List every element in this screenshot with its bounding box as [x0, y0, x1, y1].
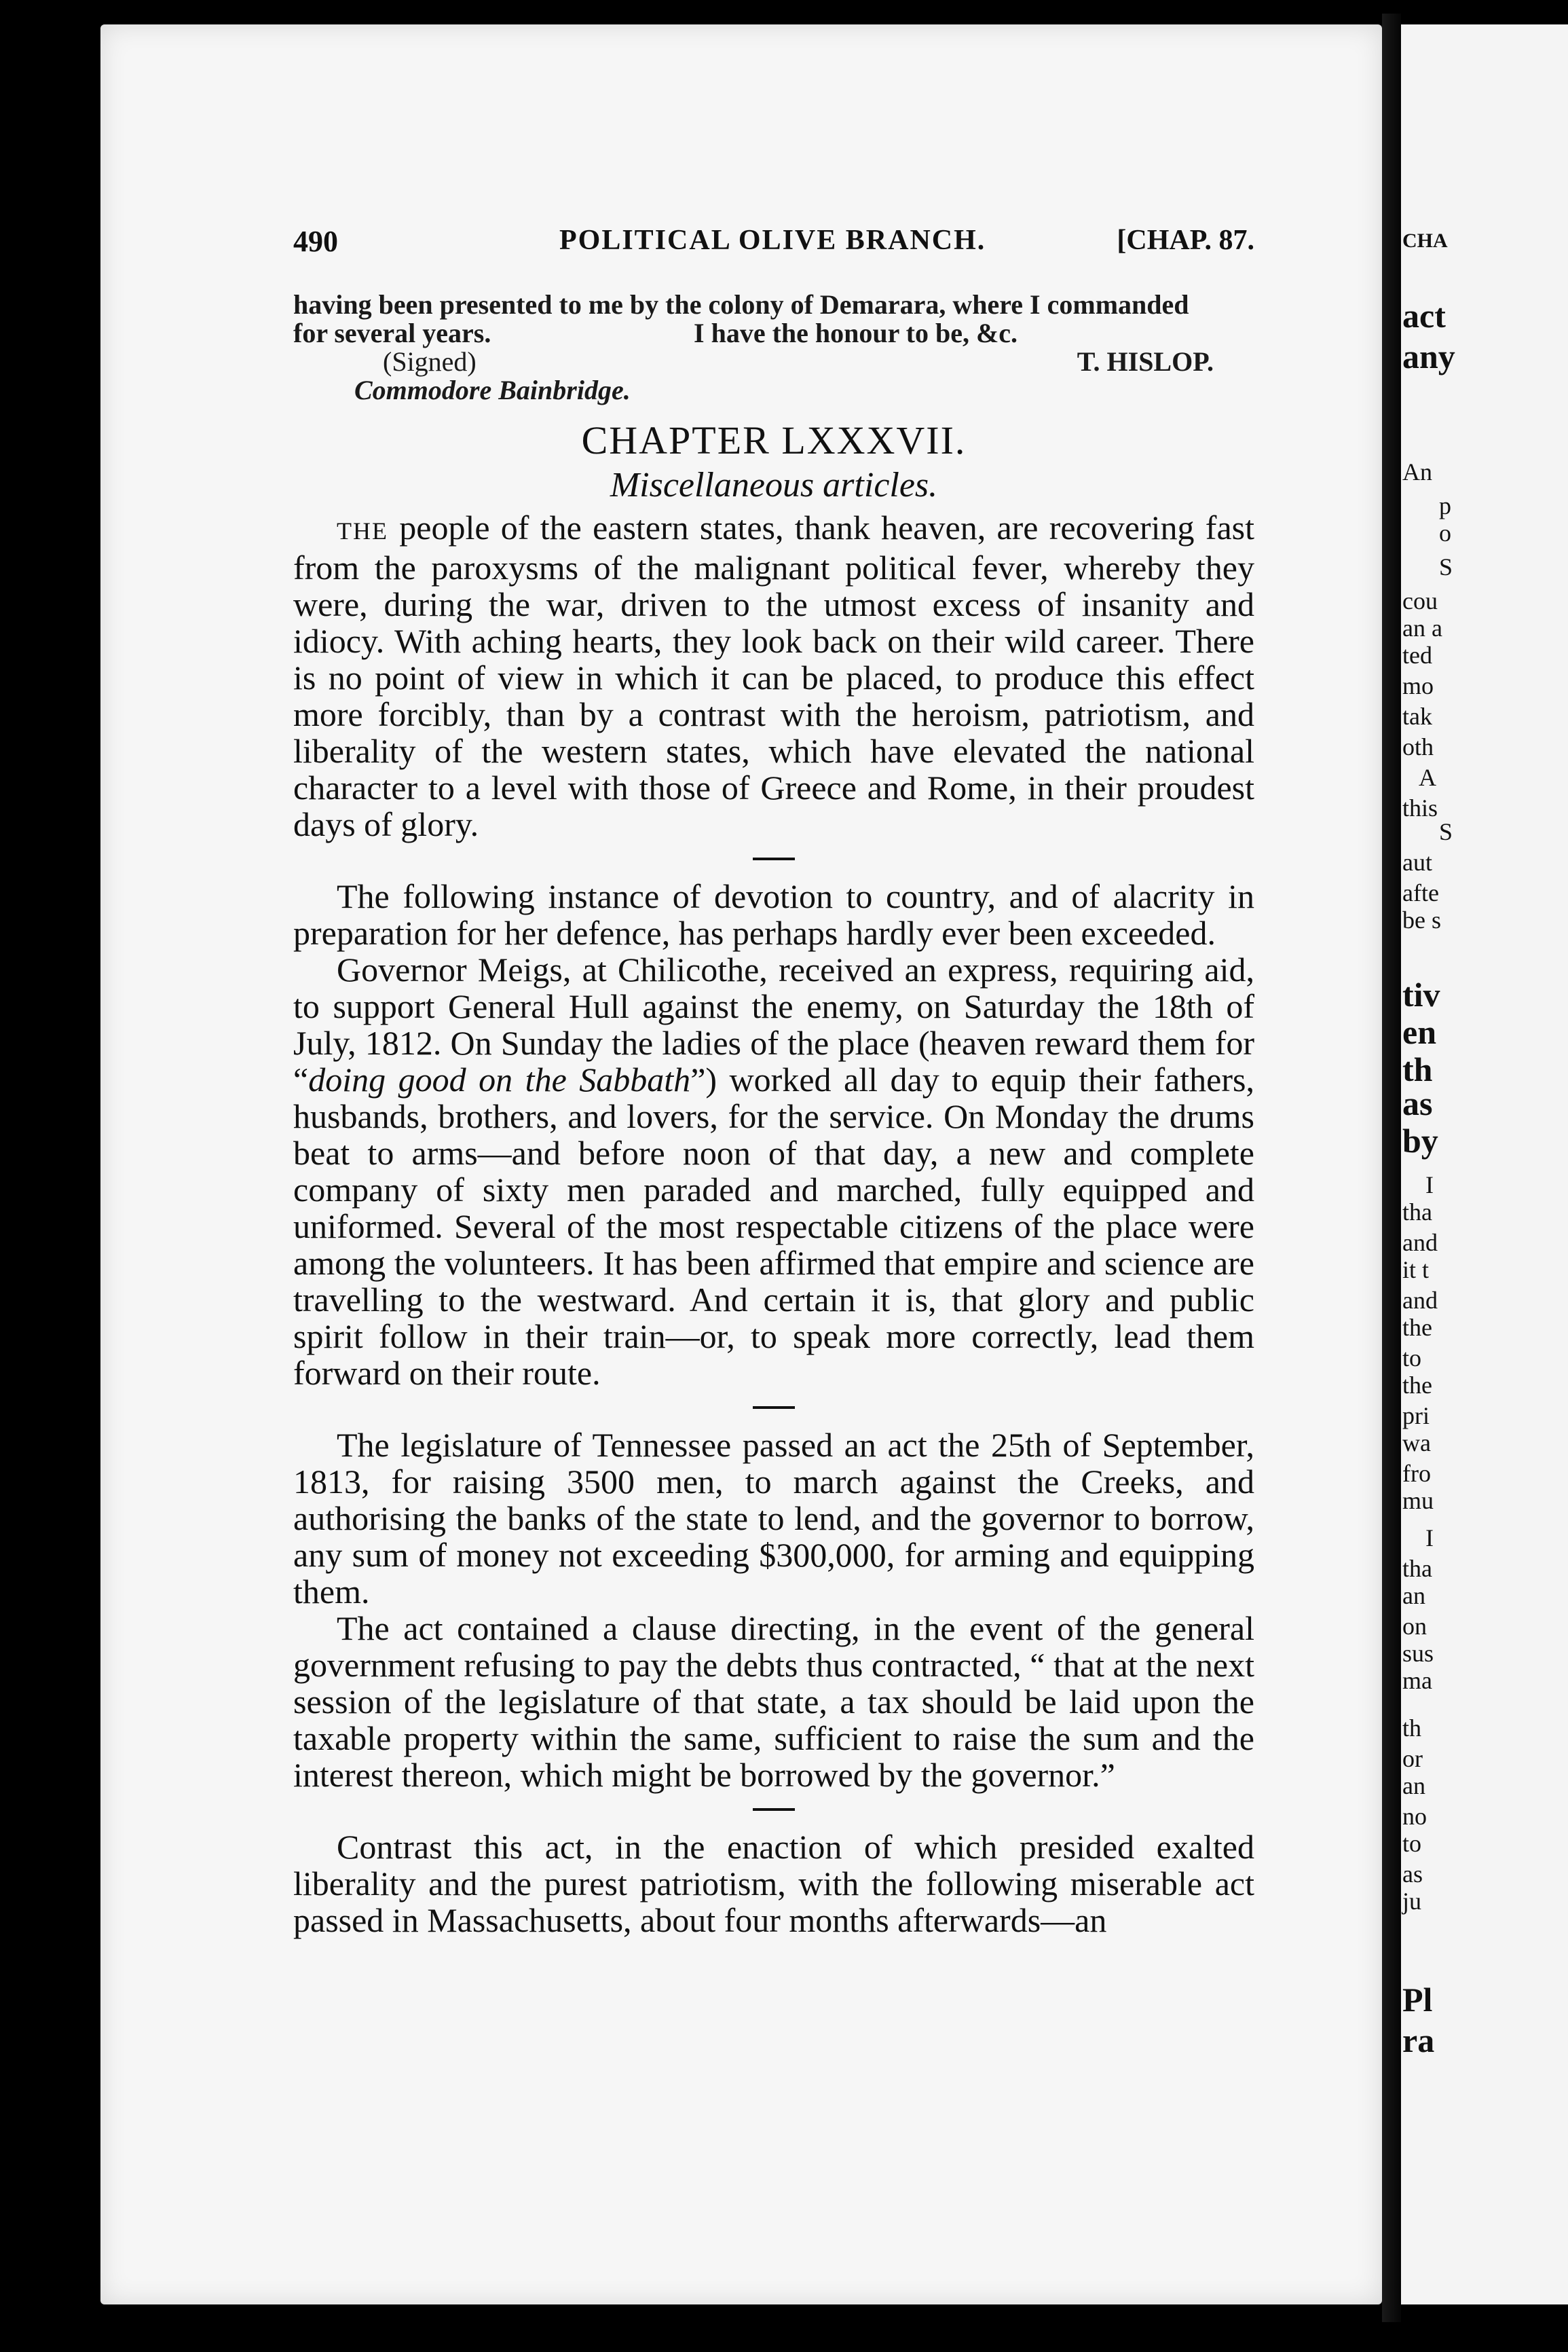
letter-line-2 — [293, 319, 1254, 348]
paragraph-2: The following instance of devotion to country, and of alacrity in preparation for her defence, has perhaps hardly ever been exceeded. — [293, 877, 1254, 952]
facing-page-fragment: cou — [1402, 587, 1438, 614]
facing-page-fragment: aut — [1402, 849, 1432, 876]
signature-row — [293, 348, 1254, 376]
section-divider — [753, 1808, 795, 1811]
facing-page-fragment: S — [1439, 818, 1453, 845]
book-gutter — [1382, 14, 1401, 2322]
facing-page-fragment: afte — [1402, 879, 1439, 906]
letter-line: having been presented to me by the colony of Demarara, where I commanded — [293, 289, 1189, 320]
paragraph-6: Contrast this act, in the enaction of which presided exalted liberality and the purest patriotism, with the following miserable act passed in Massachusetts, about four months afterwards—an — [293, 1828, 1254, 1939]
closing-text: I have the honour to be, &c. — [694, 318, 1018, 348]
addressee: Commodore Bainbridge. — [354, 375, 631, 405]
facing-page-fragment: o — [1439, 519, 1451, 547]
facing-page-fragment: p — [1439, 492, 1451, 519]
facing-page-fragment: any — [1402, 337, 1455, 375]
section-divider — [753, 858, 795, 860]
facing-page-fragment: an — [1402, 1582, 1425, 1609]
facing-page-fragment: an a — [1402, 614, 1442, 642]
facing-page-fragment: fro — [1402, 1460, 1431, 1487]
facing-page-fragment: ma — [1402, 1667, 1432, 1694]
facing-page-fragment: as — [1402, 1084, 1433, 1122]
facing-page-fragment: the — [1402, 1372, 1432, 1399]
running-header — [293, 224, 1254, 265]
facing-page-fragment: an — [1402, 1772, 1425, 1799]
facing-page-fragment: tak — [1402, 703, 1432, 730]
signer-name: T. HISLOP. — [1077, 346, 1214, 377]
facing-page-fragment: as — [1402, 1860, 1423, 1888]
section-divider — [753, 1406, 795, 1409]
paragraph-4: The legislature of Tennessee passed an act the 25th of September, 1813, for raising 3500 men, to march against the Creeks, and authorising the banks of the state to lend, and the governor to borrow, any sum of money not exceeding $300,000, for arming and equipping them. — [293, 1426, 1254, 1611]
page-content — [293, 291, 1254, 1938]
facing-page-fragment: ju — [1402, 1888, 1422, 1915]
facing-page-fragment: ted — [1402, 642, 1432, 669]
facing-page-fragment: to — [1402, 1830, 1422, 1857]
facing-page-fragment: be s — [1402, 906, 1441, 934]
facing-page-fragment: to — [1402, 1344, 1422, 1372]
facing-page — [1401, 24, 1568, 2304]
facing-page-fragment: by — [1402, 1122, 1438, 1160]
facing-page-fragment: tiv — [1402, 976, 1440, 1014]
facing-page-fragment: this — [1402, 794, 1438, 822]
facing-page-fragment: and — [1402, 1229, 1438, 1256]
facing-page-fragment: Pl — [1402, 1981, 1433, 2019]
facing-page-fragment: th — [1402, 1714, 1422, 1742]
facing-page-fragment: ra — [1402, 2021, 1435, 2059]
facing-page-fragment: sus — [1402, 1640, 1434, 1667]
facing-page-fragment: th — [1402, 1050, 1433, 1088]
paragraph-text: Governor Meigs, at Chilicothe, received an express, requiring aid, to support General Hull against the enemy, on Saturday the 18th of July, 1812. On Sunday the ladies of the place (heaven reward them for “ — [293, 951, 1254, 1099]
running-title: POLITICAL OLIVE BRANCH. — [559, 225, 986, 256]
facing-page-fragment: it t — [1402, 1256, 1430, 1283]
facing-page-fragment: A — [1419, 764, 1436, 791]
chapter-body — [293, 509, 1254, 1938]
facing-page-fragment: and — [1402, 1287, 1438, 1314]
facing-page-fragment: en — [1402, 1013, 1436, 1051]
drop-initial: THE — [337, 517, 388, 545]
facing-page-fragment: oth — [1402, 733, 1434, 760]
facing-page-fragment: tha — [1402, 1198, 1432, 1226]
facing-page-fragment: S — [1439, 553, 1453, 581]
chapter-reference: [CHAP. 87. — [1117, 225, 1254, 256]
facing-page-fragment: wa — [1402, 1429, 1431, 1456]
quoted-phrase: doing good on the Sabbath — [308, 1061, 691, 1099]
paragraph-5: The act contained a clause directing, in the event of the general government refusing to pay the debts thus contracted, “ that at the next session of the legislature of that state, a tax should be laid upon the taxable property within the same, sufficient to raise the sum and the interest thereon, which might be borrowed by the governor.” — [293, 1609, 1254, 1794]
letter-end — [293, 291, 1254, 405]
page-number: 490 — [293, 225, 338, 258]
chapter-title: CHAPTER LXXXVII. — [581, 418, 967, 462]
facing-page-fragment: mu — [1402, 1487, 1434, 1514]
paragraph-text: people of the eastern states, thank heaven, are recovering fast from the paroxysms of the malignant political fever, whereby they were, during the war, driven to the utmost excess of insanity and idiocy. With aching hearts, they look back on their wild career. There is no point of view in which it can be placed, to produce this effect more forcibly, than by a contrast with the heroism, patriotism, and liberality of the western states, which have elevated the national character to a level with those of Greece and Rome, in their proudest days of glory. — [293, 509, 1254, 843]
facing-page-fragment: no — [1402, 1803, 1427, 1830]
facing-page-fragment: mo — [1402, 672, 1434, 699]
facing-page-fragment: act — [1402, 297, 1446, 335]
letter-text: for several years. — [293, 318, 491, 348]
facing-page-fragment: pri — [1402, 1402, 1430, 1429]
facing-page-fragment: I — [1425, 1524, 1434, 1551]
facing-page-fragment: the — [1402, 1314, 1432, 1341]
paragraph-1 — [293, 509, 1254, 843]
facing-page-fragment: CHA — [1402, 229, 1448, 252]
chapter-subtitle: Miscellaneous articles. — [610, 466, 938, 504]
facing-page-fragment: I — [1425, 1171, 1434, 1198]
facing-page-fragment: or — [1402, 1745, 1423, 1772]
facing-page-fragment: on — [1402, 1613, 1427, 1640]
facing-page-fragment: tha — [1402, 1555, 1432, 1582]
facing-page-fragment: An — [1402, 458, 1432, 485]
signed-label: (Signed) — [383, 346, 477, 377]
paragraph-3 — [293, 951, 1254, 1391]
paragraph-text: ”) worked all day to equip their fathers, husbands, brothers, and lovers, for the service. On Monday the drums beat to arms—and before noon of that day, a new and complete company of sixty men paraded and marched, fully equipped and uniformed. Several of the most respectable citizens of the place were among the volunteers. It has been affirmed that empire and science are travelling to the westward. And certain it is, that glory and public spirit follow in their train—or, to speak more correctly, lead them forward on their route. — [293, 1061, 1254, 1392]
